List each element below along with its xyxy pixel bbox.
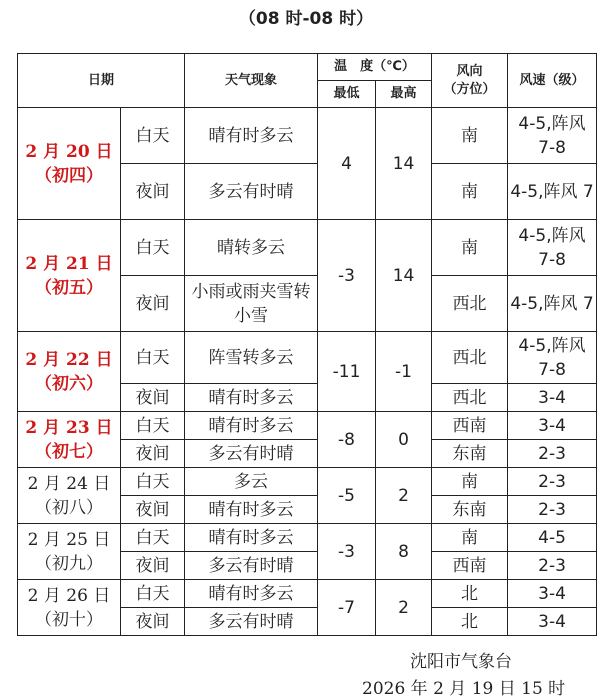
date-label: 2 月 24 日 [27,473,111,494]
weather-night: 晴有时多云 [185,384,318,412]
period-night: 夜间 [121,552,185,580]
wind-direction-day: 西南 [432,412,508,440]
wind-speed-day: 4-5,阵风 7-8 [508,332,597,384]
wind-speed-day: 3-4 [508,412,597,440]
period-night: 夜间 [121,496,185,524]
period-day: 白天 [121,580,185,608]
page-title: （08 时-08 时） [238,9,374,29]
table-row [18,220,597,276]
header-wind-direction: 风向 （方位） [432,54,508,108]
date-cell [18,108,121,220]
min-temp: 4 [318,108,376,220]
period-night: 夜间 [121,276,185,332]
min-temp: -5 [318,468,376,524]
table-row [18,524,597,552]
weather-night: 多云有时晴 [185,552,318,580]
weather-day: 晴有时多云 [185,524,318,552]
max-temp: 2 [376,580,432,636]
wind-direction-night: 西北 [432,384,508,412]
date-label: 2 月 20 日 [25,141,113,162]
weather-day: 晴有时多云 [185,412,318,440]
wind-direction-night: 南 [432,164,508,220]
date-label: 2 月 22 日 [25,349,113,370]
header-weather: 天气现象 [185,54,318,108]
wind-direction-day: 南 [432,108,508,164]
weather-day: 晴有时多云 [185,108,318,164]
date-label: 2 月 25 日 [27,529,111,550]
weather-night: 多云有时晴 [185,608,318,636]
wind-speed-night: 3-4 [508,608,597,636]
lunar-date-label: （初五） [35,277,103,298]
wind-speed-day: 2-3 [508,468,597,496]
table-row [18,332,597,384]
max-temp: 14 [376,108,432,220]
wind-speed-night: 4-5,阵风 7 [508,164,597,220]
date-cell [18,332,121,412]
wind-speed-day: 3-4 [508,580,597,608]
max-temp: 0 [376,412,432,468]
period-day: 白天 [121,220,185,276]
weather-day: 晴有时多云 [185,580,318,608]
wind-direction-day: 北 [432,580,508,608]
weather-day: 晴转多云 [185,220,318,276]
wind-direction-day: 南 [432,468,508,496]
wind-speed-day: 4-5,阵风 7-8 [508,108,597,164]
period-day: 白天 [121,468,185,496]
weather-night: 多云有时晴 [185,164,318,220]
date-label: 2 月 21 日 [25,253,113,274]
lunar-date-label: （初四） [35,165,103,186]
weather-day: 阵雪转多云 [185,332,318,384]
period-day: 白天 [121,524,185,552]
period-night: 夜间 [121,440,185,468]
wind-direction-night: 东南 [432,440,508,468]
lunar-date-label: （初九） [35,553,103,574]
period-night: 夜间 [121,164,185,220]
period-night: 夜间 [121,384,185,412]
period-day: 白天 [121,412,185,440]
wind-direction-night: 北 [432,608,508,636]
lunar-date-label: （初八） [35,497,103,518]
wind-direction-night: 西南 [432,552,508,580]
header-date: 日期 [18,54,185,108]
date-cell [18,524,121,580]
lunar-date-label: （初六） [35,373,103,394]
wind-direction-day: 南 [432,524,508,552]
header-temperature: 温 度（℃） [318,54,432,81]
wind-speed-night: 4-5,阵风 7 [508,276,597,332]
min-temp: -8 [318,412,376,468]
date-label: 2 月 23 日 [25,417,113,438]
weather-night: 晴有时多云 [185,496,318,524]
date-cell [18,468,121,524]
forecast-table [17,53,597,636]
min-temp: -7 [318,580,376,636]
header-max-temp: 最高 [376,81,432,108]
table-row [18,580,597,608]
wind-speed-day: 4-5,阵风 7-8 [508,220,597,276]
date-cell [18,580,121,636]
header-wind-speed: 风速（级） [508,54,597,108]
wind-speed-night: 2-3 [508,496,597,524]
date-cell [18,220,121,332]
date-label: 2 月 26 日 [27,585,111,606]
issuing-office: 沈阳市气象台 [410,652,512,672]
weather-night: 小雨或雨夹雪转小雪 [185,276,318,332]
issue-time: 2026 年 2 月 19 日 15 时 [362,679,566,699]
table-row [18,468,597,496]
period-night: 夜间 [121,608,185,636]
period-day: 白天 [121,332,185,384]
forecast-body [18,108,597,636]
max-temp: -1 [376,332,432,412]
lunar-date-label: （初七） [35,441,103,462]
wind-direction-day: 西北 [432,332,508,384]
max-temp: 8 [376,524,432,580]
min-temp: -3 [318,524,376,580]
weather-night: 多云有时晴 [185,440,318,468]
wind-direction-night: 东南 [432,496,508,524]
date-cell [18,412,121,468]
wind-speed-day: 4-5 [508,524,597,552]
max-temp: 14 [376,220,432,332]
max-temp: 2 [376,468,432,524]
wind-speed-night: 3-4 [508,384,597,412]
weather-day: 多云 [185,468,318,496]
period-day: 白天 [121,108,185,164]
wind-direction-night: 西北 [432,276,508,332]
wind-direction-day: 南 [432,220,508,276]
wind-speed-night: 2-3 [508,552,597,580]
table-row [18,412,597,440]
min-temp: -11 [318,332,376,412]
min-temp: -3 [318,220,376,332]
lunar-date-label: （初十） [35,609,103,630]
wind-speed-night: 2-3 [508,440,597,468]
header-min-temp: 最低 [318,81,376,108]
table-row [18,108,597,164]
